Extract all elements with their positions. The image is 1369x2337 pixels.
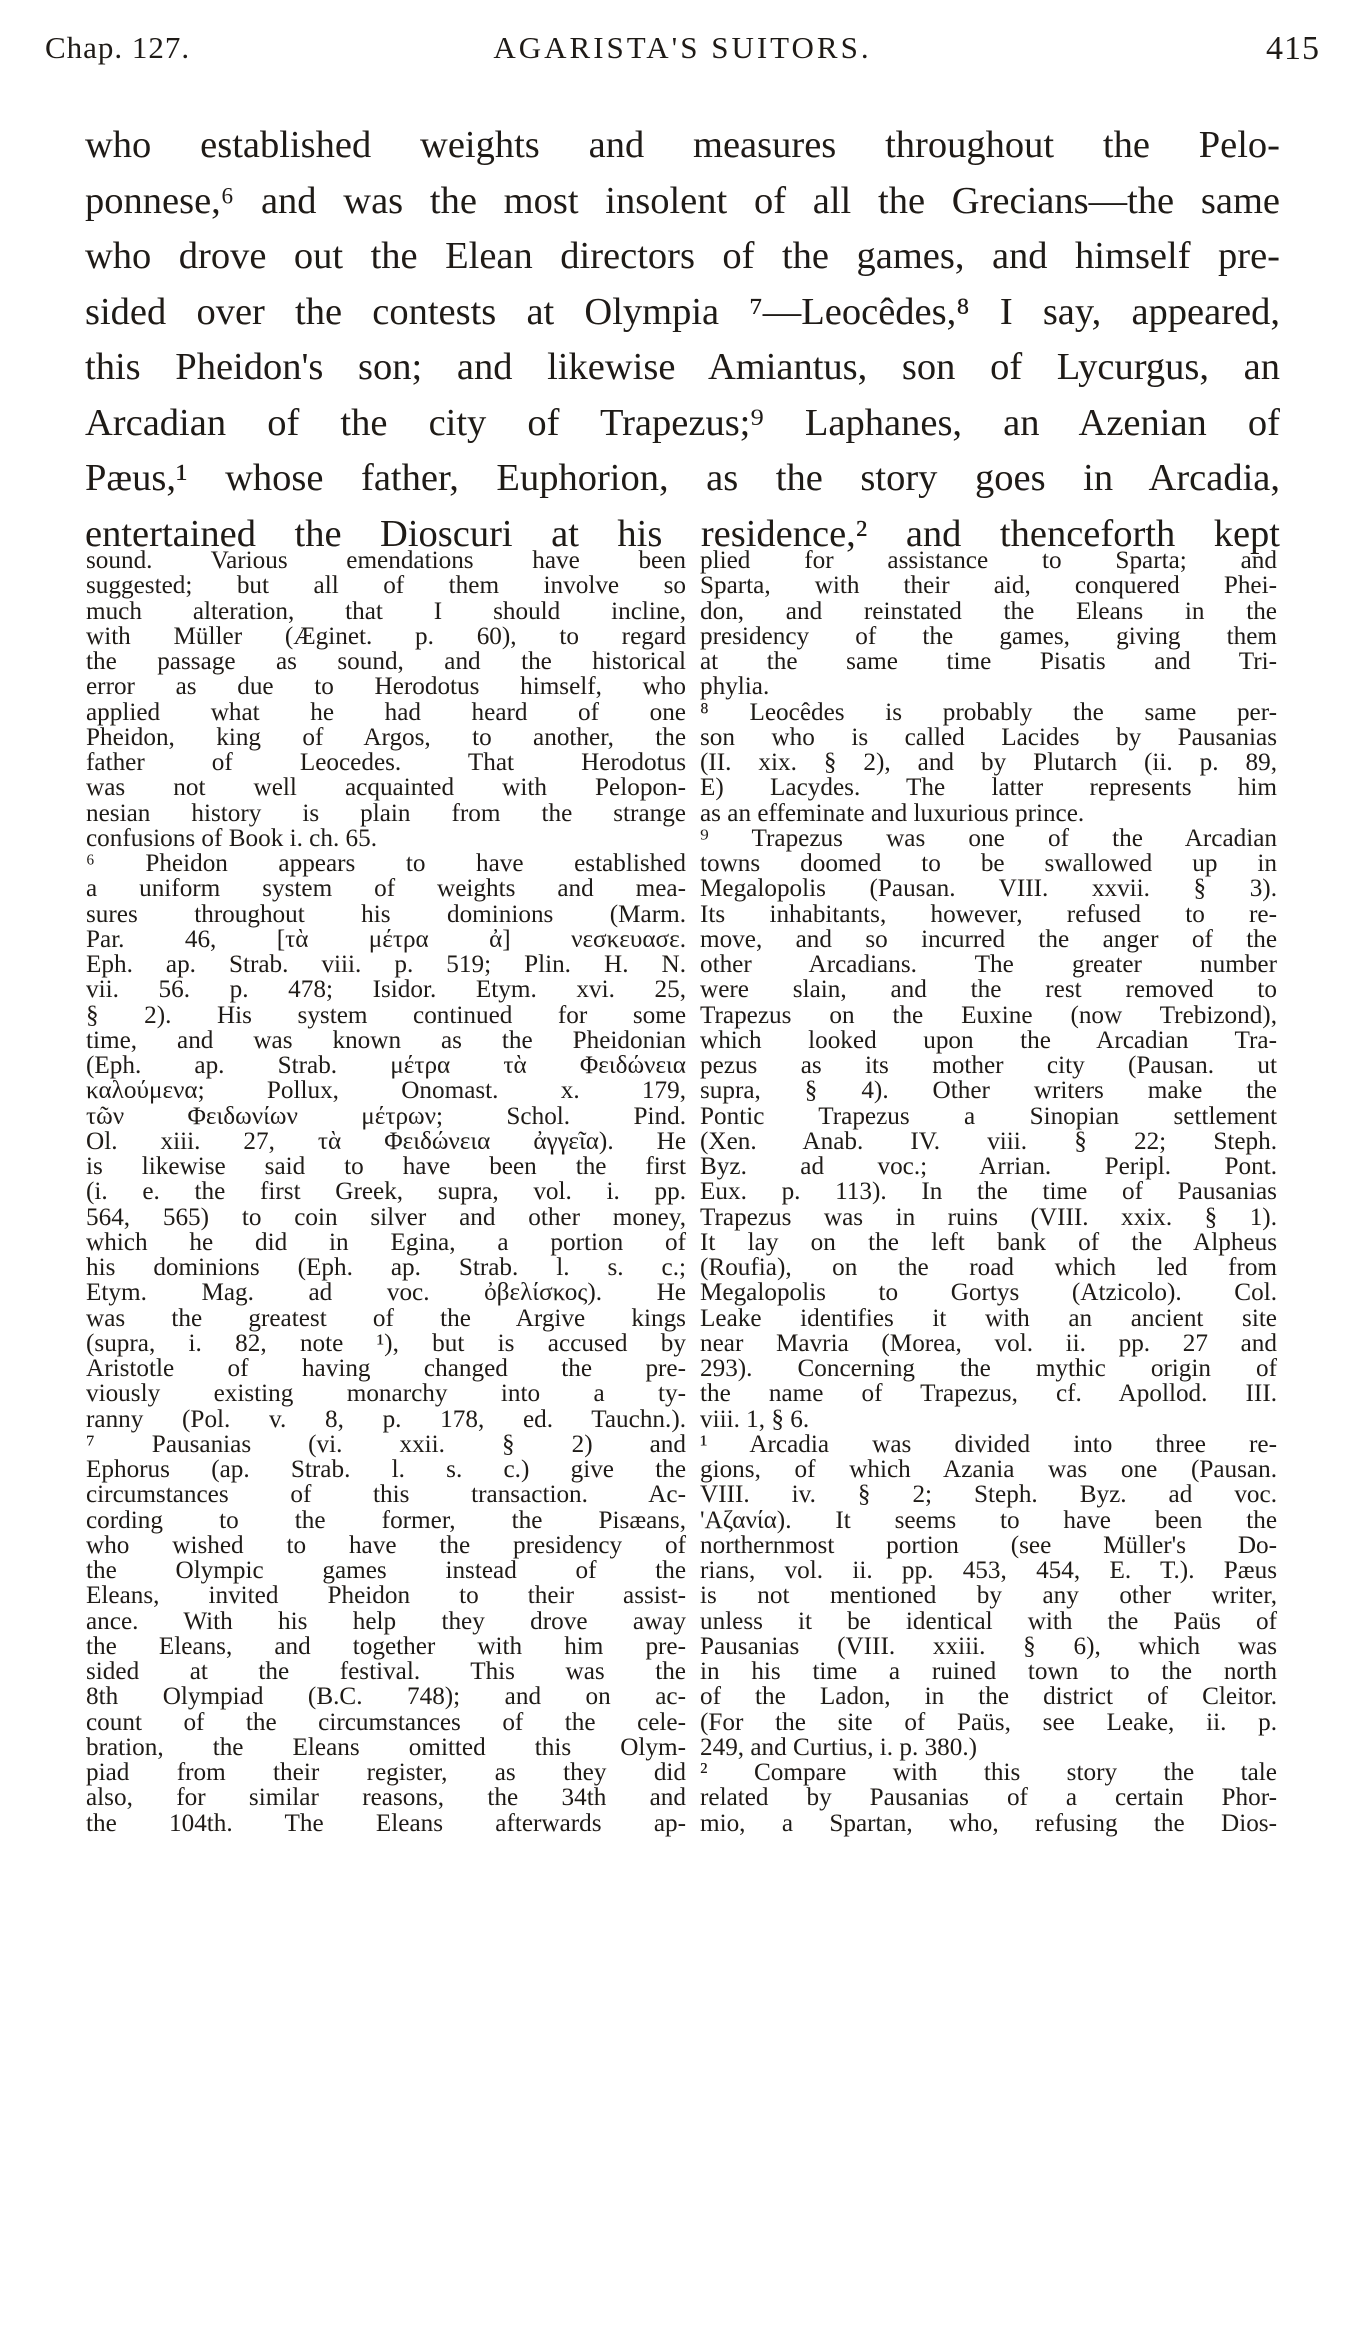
footnote-line: Megalopolis (Pausan. VIII. xxvii. § 3). <box>700 875 1277 903</box>
footnote-line: (supra, i. 82, note ¹), but is accused by <box>86 1329 686 1357</box>
footnote-line: the 104th. The Eleans afterwards ap- <box>86 1809 686 1837</box>
footnote-line: Trapezus on the Euxine (now Trebizond), <box>700 1001 1277 1029</box>
footnote-line: in his time a ruined town to the north <box>700 1658 1277 1685</box>
footnote-line: καλούμενα; Pollux, Onomast. x. 179, <box>86 1077 686 1105</box>
footnote-line: circumstances of this transaction. Ac- <box>86 1481 686 1509</box>
text-line: Pæus,¹ whose father, Euphorion, as the story goes in Arcadia, <box>85 457 1280 499</box>
chapter-label: Chap. 127. <box>45 30 191 65</box>
footnote-line: the name of Trapezus, cf. Apollod. III. <box>700 1380 1277 1408</box>
footnote-line: It lay on the left bank of the Alpheus <box>700 1228 1277 1256</box>
footnote-line: bration, the Eleans omitted this Olym- <box>86 1733 686 1761</box>
footnote-line: ¹ Arcadia was divided into three re- <box>700 1430 1277 1458</box>
footnote-line: gions, of which Azania was one (Pausan. <box>700 1456 1277 1483</box>
footnote-line: Sparta, with their aid, conquered Phei- <box>700 572 1277 600</box>
footnote-line: father of Leocedes. That Herodotus <box>86 749 686 776</box>
footnote-line: ranny (Pol. v. 8, p. 178, ed. Tauchn.). <box>86 1405 686 1433</box>
footnote-line: Pausanias (VIII. xxiii. § 6), which was <box>700 1632 1277 1660</box>
footnote-line: (Eph. ap. Strab. μέτρα τὰ Φειδώνεια <box>86 1052 686 1079</box>
footnote-line: phylia. <box>700 673 770 701</box>
footnote-line: Ol. xiii. 27, τὰ Φειδώνεια ἀγγεῖα). He <box>86 1127 686 1155</box>
footnote-line: ⁹ Trapezus was one of the Arcadian <box>700 824 1277 852</box>
footnote-line: supra, § 4). Other writers make the <box>700 1077 1277 1105</box>
footnote-line: mio, a Spartan, who, refusing the Dios- <box>700 1809 1277 1837</box>
footnote-line: sures throughout his dominions (Marm. <box>86 900 686 928</box>
footnote-line: is likewise said to have been the first <box>86 1153 686 1180</box>
text-line: ponnese,⁶ and was the most insolent of all the Grecians—the same <box>85 179 1280 222</box>
footnote-line: rians, vol. ii. pp. 453, 454, E. T.). Pæus <box>700 1557 1277 1584</box>
footnote-line: of the Ladon, in the district of Cleitor. <box>700 1683 1277 1711</box>
footnote-line: 293). Concerning the mythic origin of <box>700 1355 1277 1382</box>
footnote-line: Etym. Mag. ad voc. ὀβελίσκος). He <box>86 1279 686 1307</box>
footnote-line: (For the site of Paüs, see Leake, ii. p. <box>700 1708 1277 1736</box>
footnote-line: sided at the festival. This was the <box>86 1658 686 1685</box>
text-line: who drove out the Elean directors of the games, and himself pre- <box>85 235 1280 277</box>
footnote-line: his dominions (Eph. ap. Strab. l. s. c.; <box>86 1254 686 1281</box>
footnote-line: ⁸ Leocêdes is probably the same per- <box>700 698 1277 726</box>
footnote-line: cording to the former, the Pisæans, <box>86 1506 686 1534</box>
footnote-line: Its inhabitants, however, refused to re- <box>700 900 1277 928</box>
footnote-line: 249, and Curtius, i. p. 380.) <box>700 1733 978 1761</box>
footnote-line: § 2). His system continued for some <box>86 1001 686 1029</box>
footnote-line: ⁶ Pheidon appears to have established <box>86 850 686 877</box>
footnote-line: is not mentioned by any other writer, <box>700 1582 1277 1610</box>
footnote-line: sound. Various emendations have been <box>86 547 686 574</box>
footnote-line: vii. 56. p. 478; Isidor. Etym. xvi. 25, <box>86 976 686 1004</box>
footnote-line: at the same time Pisatis and Tri- <box>700 648 1277 675</box>
main-text <box>85 118 1280 562</box>
footnote-line: (II. xix. § 2), and by Plutarch (ii. p. 89, <box>700 749 1277 776</box>
footnote-line: applied what he had heard of one <box>86 698 686 726</box>
footnote-line: ⁷ Pausanias (vi. xxii. § 2) and <box>86 1430 686 1458</box>
text-line: this Pheidon's son; and likewise Amiantus, son of Lycurgus, an <box>85 346 1280 388</box>
footnote-line: Byz. ad voc.; Arrian. Peripl. Pont. <box>700 1153 1277 1180</box>
footnote-line: Eux. p. 113). In the time of Pausanias <box>700 1178 1277 1206</box>
footnote-line: τῶν Φειδωνίων μέτρων; Schol. Pind. <box>86 1102 686 1130</box>
footnote-line: the Olympic games instead of the <box>86 1557 686 1584</box>
running-header <box>45 30 1320 72</box>
footnote-line: Eph. ap. Strab. viii. p. 519; Plin. H. N. <box>86 951 686 978</box>
footnote-line: were slain, and the rest removed to <box>700 976 1277 1004</box>
footnote-line: much alteration, that I should incline, <box>86 597 686 625</box>
footnote-line: Ephorus (ap. Strab. l. s. c.) give the <box>86 1456 686 1483</box>
footnote-line: pezus as its mother city (Pausan. ut <box>700 1052 1277 1079</box>
footnote-line: viii. 1, § 6. <box>700 1405 810 1433</box>
footnote-line: also, for similar reasons, the 34th and <box>86 1784 686 1812</box>
footnote-line: VIII. iv. § 2; Steph. Byz. ad voc. <box>700 1481 1277 1509</box>
footnote-line: suggested; but all of them involve so <box>86 572 686 600</box>
footnote-line: Trapezus was in ruins (VIII. xxix. § 1). <box>700 1203 1277 1231</box>
footnote-line: who wished to have the presidency of <box>86 1531 686 1559</box>
footnote-line: other Arcadians. The greater number <box>700 951 1277 978</box>
footnote-line: son who is called Lacides by Pausanias <box>700 723 1277 751</box>
footnote-line: was not well acquainted with Pelopon- <box>86 774 686 802</box>
footnote-line: with Müller (Æginet. p. 60), to regard <box>86 622 686 650</box>
footnote-line: move, and so incurred the anger of the <box>700 925 1277 953</box>
footnote-line: ² Compare with this story the tale <box>700 1759 1277 1786</box>
footnote-line: presidency of the games, giving them <box>700 622 1277 650</box>
footnote-line: near Mavria (Morea, vol. ii. pp. 27 and <box>700 1329 1277 1357</box>
footnote-line: the passage as sound, and the historical <box>86 648 686 675</box>
footnote-line: (i. e. the first Greek, supra, vol. i. pp. <box>86 1178 686 1206</box>
footnote-line: as an effeminate and luxurious prince. <box>700 799 1085 827</box>
footnotes-right-column <box>700 548 1277 1836</box>
text-line: entertained the Dioscuri at his residence,² and thenceforth kept <box>85 512 1280 555</box>
footnote-line: (Roufia), on the road which led from <box>700 1254 1277 1281</box>
footnote-line: towns doomed to be swallowed up in <box>700 850 1277 877</box>
footnote-line: Par. 46, [τὰ μέτρα ἀ] νεσκευασε. <box>86 925 686 953</box>
footnote-line: Pontic Trapezus a Sinopian settlement <box>700 1102 1277 1130</box>
footnote-line: 'Αζανία). It seems to have been the <box>700 1506 1277 1534</box>
footnote-line: (Xen. Anab. IV. viii. § 22; Steph. <box>700 1127 1277 1155</box>
page-number: 415 <box>1266 30 1320 67</box>
footnote-line: a uniform system of weights and mea- <box>86 875 686 903</box>
footnote-line: ance. With his help they drove away <box>86 1607 686 1635</box>
footnote-line: count of the circumstances of the cele- <box>86 1708 686 1736</box>
footnote-line: which looked upon the Arcadian Tra- <box>700 1026 1277 1054</box>
footnotes-left-column <box>86 548 686 1836</box>
footnote-line: was the greatest of the Argive kings <box>86 1304 686 1332</box>
footnote-line: viously existing monarchy into a ty- <box>86 1380 686 1408</box>
footnote-line: unless it be identical with the Paüs of <box>700 1607 1277 1635</box>
running-title: AGARISTA'S SUITORS. <box>493 30 872 65</box>
footnote-line: plied for assistance to Sparta; and <box>700 547 1277 574</box>
footnote-line: E) Lacydes. The latter represents him <box>700 774 1277 802</box>
footnote-line: confusions of Book i. ch. 65. <box>86 824 378 852</box>
footnote-line: the Eleans, and together with him pre- <box>86 1632 686 1660</box>
footnote-line: piad from their register, as they did <box>86 1759 686 1786</box>
footnote-line: nesian history is plain from the strange <box>86 799 686 827</box>
footnote-line: Megalopolis to Gortys (Atzicolo). Col. <box>700 1279 1277 1307</box>
footnote-line: northernmost portion (see Müller's Do- <box>700 1531 1277 1559</box>
footnote-line: Aristotle of having changed the pre- <box>86 1355 686 1382</box>
footnote-line: 564, 565) to coin silver and other money, <box>86 1203 686 1231</box>
footnote-line: 8th Olympiad (B.C. 748); and on ac- <box>86 1683 686 1711</box>
footnote-line: time, and was known as the Pheidonian <box>86 1026 686 1054</box>
footnote-line: related by Pausanias of a certain Phor- <box>700 1784 1277 1812</box>
footnote-line: which he did in Egina, a portion of <box>86 1228 686 1256</box>
footnote-line: error as due to Herodotus himself, who <box>86 673 686 701</box>
footnote-line: don, and reinstated the Eleans in the <box>700 597 1277 625</box>
footnote-line: Leake identifies it with an ancient site <box>700 1304 1277 1332</box>
text-line: Arcadian of the city of Trapezus;⁹ Laphanes, an Azenian of <box>85 401 1280 444</box>
text-line: who established weights and measures throughout the Pelo- <box>85 124 1280 166</box>
text-line: sided over the contests at Olympia ⁷—Leocêdes,⁸ I say, appeared, <box>85 290 1280 333</box>
footnote-line: Eleans, invited Pheidon to their assist- <box>86 1582 686 1610</box>
footnote-line: Pheidon, king of Argos, to another, the <box>86 723 686 751</box>
